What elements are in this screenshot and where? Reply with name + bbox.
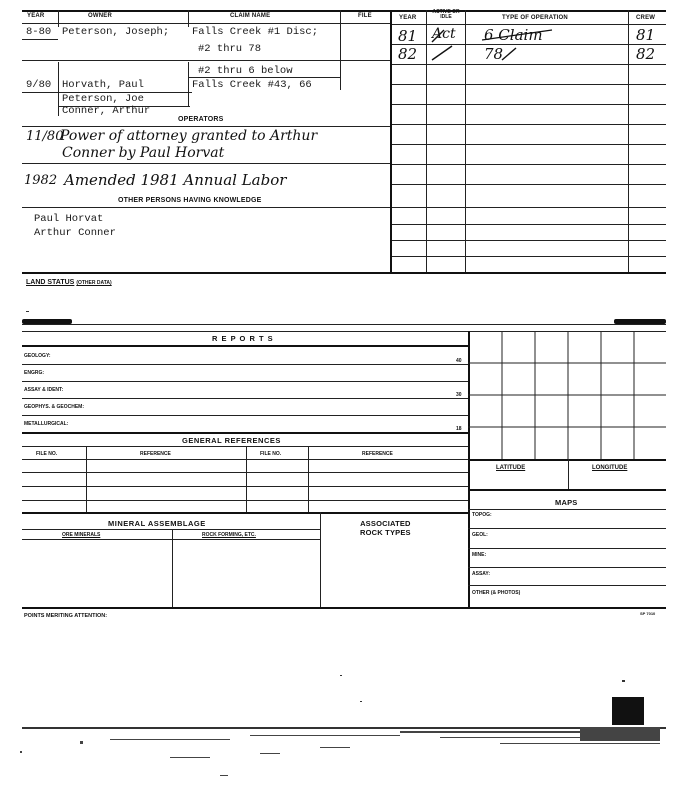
handwritten-note-date: 11/80 <box>26 129 64 144</box>
claim-name: #2 thru 78 <box>198 43 262 55</box>
divider <box>86 446 87 512</box>
longitude-label: LONGITUDE <box>592 465 628 471</box>
header-type-of-operation: TYPE OF OPERATION <box>502 15 568 21</box>
mineral-assemblage-title: MINERAL ASSEMBLAGE <box>108 519 206 528</box>
land-status-heading <box>26 279 112 286</box>
divider <box>308 446 309 512</box>
row-rule <box>22 446 468 447</box>
row-rule <box>22 607 666 609</box>
row-rule <box>22 381 468 382</box>
row-rule <box>468 528 666 529</box>
claim-owner: Peterson, Joe <box>62 93 144 105</box>
claims-top-border <box>22 10 390 12</box>
other-person: Arthur Conner <box>34 227 116 239</box>
report-label: METALLURGICAL: <box>24 421 69 427</box>
row-rule <box>392 224 666 225</box>
divider <box>58 62 59 116</box>
handwritten-note: Amended 1981 Annual Labor <box>64 171 287 189</box>
claim-name: Falls Creek #43, 66 <box>192 79 312 91</box>
row-rule <box>392 144 666 145</box>
activity-year: 81 <box>398 27 418 45</box>
speck <box>26 311 29 312</box>
activity-crew: 82 <box>636 45 656 63</box>
row-rule <box>468 585 666 586</box>
claim-owner: Conner, Arthur <box>62 105 151 117</box>
row-rule <box>188 77 340 78</box>
row-rule <box>22 207 390 208</box>
divider <box>246 446 247 512</box>
divider <box>172 529 173 607</box>
handwritten-note: Conner by Paul Horvat <box>62 145 225 161</box>
row-rule <box>468 567 666 568</box>
latitude-label: LATITUDE <box>496 465 526 471</box>
report-number: 18 <box>456 426 462 432</box>
divider <box>340 24 341 90</box>
maps-other: OTHER (& PHOTOS) <box>472 590 521 596</box>
row-rule <box>22 163 390 164</box>
report-label: ASSAY & IDENT: <box>24 387 64 393</box>
divider <box>340 10 341 24</box>
ref-header-file-no: FILE NO. <box>260 451 282 457</box>
report-number: 40 <box>456 358 462 364</box>
row-rule <box>22 415 468 416</box>
handwritten-note-date: 1982 <box>24 173 58 188</box>
handwriting-strokes <box>392 22 666 66</box>
row-rule <box>22 459 468 460</box>
scan-noise <box>20 725 668 785</box>
header-year: YEAR <box>27 13 45 19</box>
divider <box>568 459 569 489</box>
row-rule <box>22 364 468 365</box>
claims-bottom-border <box>22 272 666 274</box>
other-person: Paul Horvat <box>34 213 104 225</box>
claim-name: Falls Creek #1 Disc; <box>192 26 319 38</box>
scan-artifact-block <box>612 697 644 725</box>
general-references-title: GENERAL REFERENCES <box>182 436 281 445</box>
row-rule <box>392 207 666 208</box>
header-file: FILE <box>358 13 372 19</box>
row-rule <box>22 345 468 347</box>
row-rule <box>22 500 468 501</box>
location-grid <box>468 331 666 459</box>
associated-rock-types-title <box>360 519 411 537</box>
maps-title: MAPS <box>555 498 578 507</box>
associated-rock-types-line2: ROCK TYPES <box>360 528 411 537</box>
header-owner: OWNER <box>88 13 112 19</box>
claim-name: #2 thru 6 below <box>198 65 293 77</box>
row-rule <box>392 256 666 257</box>
row-rule <box>22 472 468 473</box>
row-rule <box>22 529 320 530</box>
other-persons-label: OTHER PERSONS HAVING KNOWLEDGE <box>118 197 262 204</box>
activity-operation: 6 Claim <box>484 26 543 44</box>
header-claim-name: CLAIM NAME <box>230 13 271 19</box>
claims-header-rule <box>22 23 390 24</box>
band-rule <box>22 324 666 325</box>
row-rule <box>468 459 666 461</box>
land-status-sub: (OTHER DATA) <box>76 280 112 286</box>
speck <box>622 680 625 682</box>
row-rule <box>392 184 666 185</box>
header-activity-year: YEAR <box>399 15 417 21</box>
claim-owner: Horvath, Paul <box>62 79 144 91</box>
claim-year: 8-80 <box>26 26 52 38</box>
maps-geol: GEOL: <box>472 532 488 538</box>
report-label: GEOLOGY: <box>24 353 51 359</box>
speck <box>340 675 342 676</box>
row-rule <box>392 124 666 125</box>
row-rule <box>468 489 666 491</box>
form-number: SP 7010 <box>640 611 656 616</box>
row-rule <box>392 104 666 105</box>
points-meriting-attention-label: POINTS MERITING ATTENTION: <box>24 613 108 619</box>
report-number: 30 <box>456 392 462 398</box>
year-underline <box>22 39 58 40</box>
row-rule <box>22 432 468 434</box>
ore-minerals-header: ORE MINERALS <box>62 532 101 538</box>
activity-status: Act <box>432 26 456 42</box>
report-label: ENGRG: <box>24 370 44 376</box>
divider <box>58 10 59 27</box>
claims-table <box>0 0 678 275</box>
header-active-or-idle: ACTIVE OR IDLE <box>432 9 460 20</box>
handwritten-note: Power of attorney granted to Arthur <box>60 128 318 144</box>
ref-header-reference: REFERENCE <box>362 451 393 457</box>
claim-owner: Peterson, Joseph; <box>62 26 170 38</box>
ref-header-reference: REFERENCE <box>140 451 171 457</box>
land-status-label: LAND STATUS <box>26 279 75 286</box>
reports-title: R E P O R T S <box>212 334 274 343</box>
ref-header-file-no: FILE NO. <box>36 451 58 457</box>
maps-assay: ASSAY: <box>472 571 491 577</box>
speck <box>360 701 362 702</box>
row-rule <box>392 164 666 165</box>
row-rule <box>22 486 468 487</box>
rock-forming-header: ROCK FORMING, ETC. <box>202 532 256 538</box>
maps-mine: MINE: <box>472 552 487 558</box>
row-rule <box>22 398 468 399</box>
activity-year: 82 <box>398 45 418 63</box>
row-rule <box>392 84 666 85</box>
divider <box>320 512 321 607</box>
activity-operation: 78 <box>484 45 504 63</box>
row-rule <box>22 126 390 127</box>
header-crew: CREW <box>636 15 656 21</box>
activity-crew: 81 <box>636 26 656 44</box>
row-rule <box>22 539 320 540</box>
row-rule <box>468 509 666 510</box>
operators-label: OPERATORS <box>178 116 224 123</box>
report-label: GEOPHYS. & GEOCHEM: <box>24 404 85 410</box>
row-rule <box>22 60 390 61</box>
claim-year: 9/80 <box>26 79 52 91</box>
associated-rock-types-line1: ASSOCIATED <box>360 519 411 528</box>
row-rule <box>22 512 468 514</box>
row-rule <box>468 548 666 549</box>
grid-lines <box>468 331 666 459</box>
row-rule <box>392 240 666 241</box>
maps-topog: TOPOG: <box>472 512 492 518</box>
divider <box>188 62 189 106</box>
divider <box>188 10 189 27</box>
